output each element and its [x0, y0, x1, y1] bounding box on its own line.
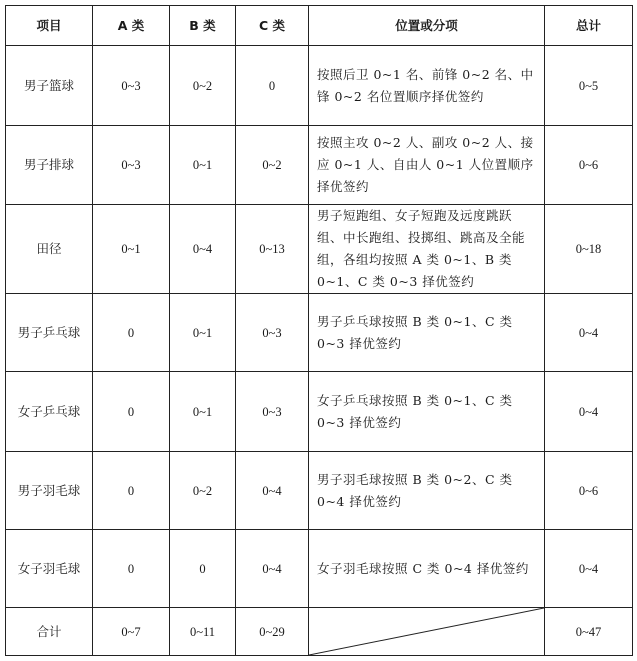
summary-b: 0~11 — [170, 608, 236, 656]
row-b: 0 — [170, 530, 236, 608]
row-position: 男子乒乓球按照 B 类 0~1、C 类 0~3 择优签约 — [309, 294, 545, 372]
table-row — [6, 205, 633, 294]
header-total: 总计 — [545, 6, 633, 46]
row-b: 0~2 — [170, 46, 236, 126]
header-position: 位置或分项 — [309, 6, 545, 46]
header-row — [6, 6, 633, 46]
table-row — [6, 452, 633, 530]
row-c: 0 — [236, 46, 309, 126]
row-position: 男子短跑组、女子短跑及远度跳跃组、中长跑组、投掷组、跳高及全能组，各组均按照 A 类 0~1、B 类 0~1、C 类 0~3 择优签约 — [309, 205, 545, 294]
row-total: 0~4 — [545, 530, 633, 608]
row-item: 田径 — [6, 205, 93, 294]
row-b: 0~1 — [170, 372, 236, 452]
row-total: 0~4 — [545, 372, 633, 452]
row-item: 男子羽毛球 — [6, 452, 93, 530]
summary-c: 0~29 — [236, 608, 309, 656]
row-c: 0~13 — [236, 205, 309, 294]
row-c: 0~4 — [236, 530, 309, 608]
row-item: 男子乒乓球 — [6, 294, 93, 372]
row-c: 0~3 — [236, 294, 309, 372]
quota-table — [5, 5, 633, 656]
row-c: 0~2 — [236, 126, 309, 205]
header-a: A 类 — [93, 6, 170, 46]
row-position: 按照后卫 0~1 名、前锋 0~2 名、中锋 0~2 名位置顺序择优签约 — [309, 46, 545, 126]
row-item: 女子乒乓球 — [6, 372, 93, 452]
row-b: 0~1 — [170, 126, 236, 205]
row-position: 男子羽毛球按照 B 类 0~2、C 类 0~4 择优签约 — [309, 452, 545, 530]
row-b: 0~1 — [170, 294, 236, 372]
summary-position-diagonal — [309, 608, 545, 656]
summary-total: 0~47 — [545, 608, 633, 656]
row-a: 0 — [93, 294, 170, 372]
table-row — [6, 46, 633, 126]
row-a: 0 — [93, 452, 170, 530]
table-row — [6, 530, 633, 608]
row-b: 0~4 — [170, 205, 236, 294]
row-a: 0 — [93, 372, 170, 452]
row-total: 0~6 — [545, 126, 633, 205]
summary-item: 合计 — [6, 608, 93, 656]
row-a: 0 — [93, 530, 170, 608]
row-item: 女子羽毛球 — [6, 530, 93, 608]
row-total: 0~5 — [545, 46, 633, 126]
row-position: 女子乒乓球按照 B 类 0~1、C 类 0~3 择优签约 — [309, 372, 545, 452]
summary-row — [6, 608, 633, 656]
row-position: 按照主攻 0~2 人、副攻 0~2 人、接应 0~1 人、自由人 0~1 人位置顺序择优签约 — [309, 126, 545, 205]
row-a: 0~1 — [93, 205, 170, 294]
table-row — [6, 294, 633, 372]
row-b: 0~2 — [170, 452, 236, 530]
diagonal-line — [309, 608, 544, 655]
header-item: 项目 — [6, 6, 93, 46]
row-total: 0~6 — [545, 452, 633, 530]
row-total: 0~18 — [545, 205, 633, 294]
table-row — [6, 126, 633, 205]
row-c: 0~3 — [236, 372, 309, 452]
header-c: C 类 — [236, 6, 309, 46]
row-position: 女子羽毛球按照 C 类 0~4 择优签约 — [309, 530, 545, 608]
row-total: 0~4 — [545, 294, 633, 372]
row-a: 0~3 — [93, 46, 170, 126]
summary-a: 0~7 — [93, 608, 170, 656]
header-b: B 类 — [170, 6, 236, 46]
row-item: 男子排球 — [6, 126, 93, 205]
row-a: 0~3 — [93, 126, 170, 205]
row-item: 男子篮球 — [6, 46, 93, 126]
table-row — [6, 372, 633, 452]
row-c: 0~4 — [236, 452, 309, 530]
